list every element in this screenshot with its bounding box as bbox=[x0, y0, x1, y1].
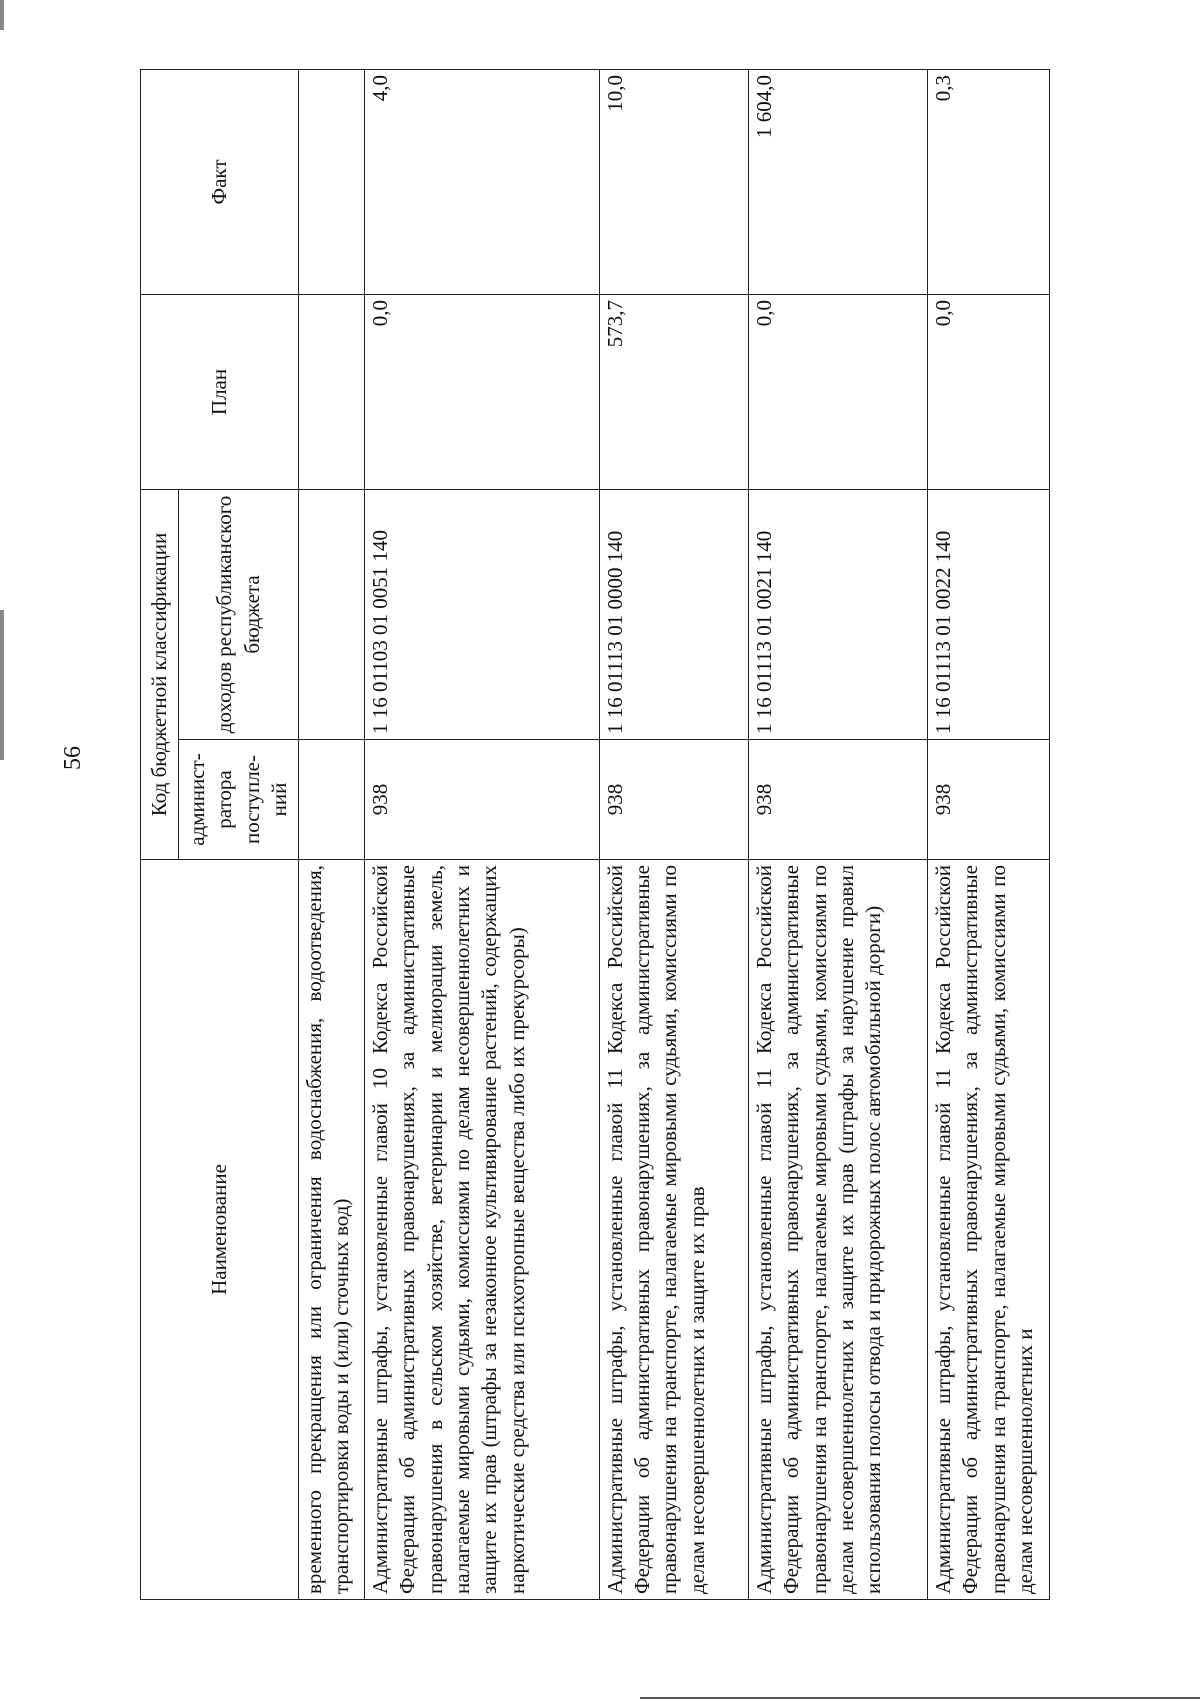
row-fact: 4,0 bbox=[365, 69, 600, 294]
row-fact bbox=[299, 69, 365, 294]
row-admin bbox=[299, 740, 365, 860]
header-income: доходов республиканского бюджета bbox=[179, 489, 299, 739]
row-fact: 10,0 bbox=[599, 69, 748, 294]
row-name: Административные штрафы, установленные главой 11 Кодекса Российской Федерации об административных правонарушениях, за административные правонарушения на транспорте, налагаемые мировыми судьями, комиссиями по делам несовершеннолетних и защите их прав bbox=[599, 860, 748, 1600]
header-fact: Факт bbox=[141, 69, 299, 294]
row-code: 1 16 01103 01 0051 140 bbox=[365, 489, 600, 739]
row-plan: 573,7 bbox=[599, 294, 748, 489]
row-code: 1 16 01113 01 0000 140 bbox=[599, 489, 748, 739]
row-plan: 0,0 bbox=[365, 294, 600, 489]
header-admin: админист-ратора поступле-ний bbox=[179, 740, 299, 860]
row-name: Административные штрафы, установленные главой 11 Кодекса Российской Федерации об административных правонарушениях, за административные правонарушения на транспорте, налагаемые мировыми судьями, комиссиями по делам несовершеннолетних и защите их прав (штрафы за нарушение правил использования полосы отвода и придорожных полос автомобильной дороги) bbox=[749, 860, 928, 1600]
row-admin: 938 bbox=[928, 740, 1050, 860]
table-row bbox=[928, 69, 1050, 1599]
row-admin: 938 bbox=[365, 740, 600, 860]
budget-table-container bbox=[140, 70, 1050, 1600]
header-code-group: Код бюджетной классификации bbox=[141, 489, 179, 859]
row-plan bbox=[299, 294, 365, 489]
scan-edge-bottom bbox=[640, 1697, 1200, 1699]
header-name: Наименование bbox=[141, 860, 299, 1600]
row-admin: 938 bbox=[599, 740, 748, 860]
budget-table bbox=[140, 69, 1050, 1600]
page-number: 56 bbox=[60, 746, 86, 770]
table-row bbox=[365, 69, 600, 1599]
row-name: Административные штрафы, установленные главой 11 Кодекса Российской Федерации об административных правонарушениях, за административные правонарушения на транспорте, налагаемые мировыми судьями, комиссиями по делам несовершеннолетних и bbox=[928, 860, 1050, 1600]
row-plan: 0,0 bbox=[928, 294, 1050, 489]
row-fact: 0,3 bbox=[928, 69, 1050, 294]
row-code: 1 16 01113 01 0022 140 bbox=[928, 489, 1050, 739]
row-fact: 1 604,0 bbox=[749, 69, 928, 294]
table-row bbox=[599, 69, 748, 1599]
table-row bbox=[749, 69, 928, 1599]
scan-edge-top bbox=[0, 0, 4, 30]
header-plan: План bbox=[141, 294, 299, 489]
scan-edge-mid bbox=[0, 610, 4, 760]
row-code bbox=[299, 489, 365, 739]
row-code: 1 16 01113 01 0021 140 bbox=[749, 489, 928, 739]
table-row bbox=[299, 69, 365, 1599]
row-name: Административные штрафы, установленные главой 10 Кодекса Российской Федерации об административных правонарушениях, за административные правонарушения в сельском хозяйстве, ветеринарии и мелиорации земель, налагаемые мировыми судьями, комиссиями по делам несовершеннолетних и защите их прав (штрафы за незаконное культивирование растений, содержащих наркотические средства или психотропные вещества либо их прекурсоры) bbox=[365, 860, 600, 1600]
row-plan: 0,0 bbox=[749, 294, 928, 489]
row-name: временного прекращения или ограничения водоснабжения, водоотведения, транспортировки воды и (или) сточных вод) bbox=[299, 860, 365, 1600]
row-admin: 938 bbox=[749, 740, 928, 860]
